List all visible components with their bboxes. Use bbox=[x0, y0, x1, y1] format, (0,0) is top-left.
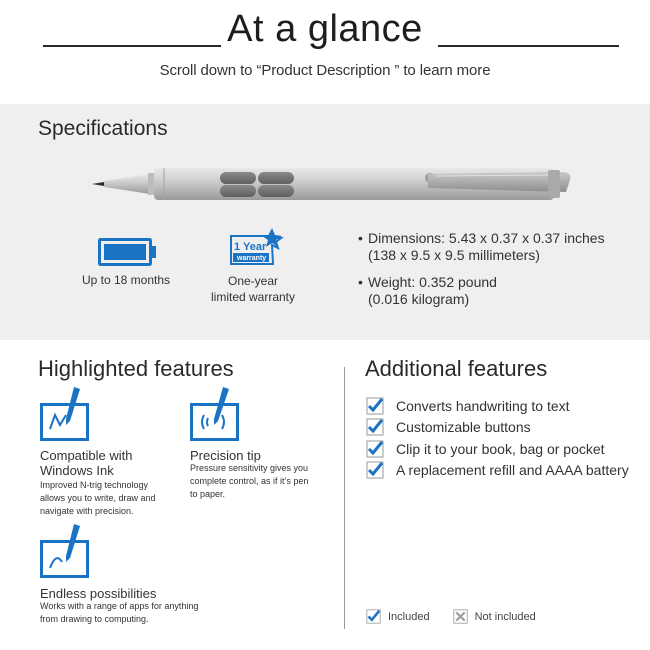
cross-icon bbox=[453, 609, 468, 624]
feature-desc-line: Improved N-trig technology bbox=[40, 480, 149, 490]
feature-title bbox=[190, 448, 261, 463]
feature-title bbox=[40, 586, 156, 601]
feature-title-line: Compatible with bbox=[40, 448, 133, 463]
feature-title-line: Endless possibilities bbox=[40, 586, 157, 601]
feature-title-line: Windows Ink bbox=[40, 463, 114, 478]
warranty-label-line: One-year bbox=[227, 274, 279, 288]
drawing-tablet-icon bbox=[40, 522, 92, 580]
precision-tip-icon bbox=[190, 385, 242, 443]
tablet-pen-ink-icon bbox=[40, 385, 92, 443]
list-item bbox=[366, 460, 629, 482]
warranty-badge-years: 1 Year bbox=[234, 241, 267, 253]
feature-description bbox=[40, 479, 156, 518]
specifications-section bbox=[0, 104, 650, 340]
feature-desc-line: navigate with precision. bbox=[40, 506, 134, 516]
check-icon bbox=[366, 397, 384, 415]
battery-life-label: Up to 18 months bbox=[81, 273, 171, 287]
battery-icon bbox=[98, 238, 158, 266]
feature-description bbox=[40, 600, 198, 626]
feature-desc-line: to paper. bbox=[190, 489, 226, 499]
list-item-text: Customizable buttons bbox=[396, 419, 531, 436]
check-icon bbox=[366, 609, 381, 624]
spec-list bbox=[358, 230, 638, 318]
list-item bbox=[366, 417, 629, 439]
feature-desc-line: from drawing to computing. bbox=[40, 614, 149, 624]
feature-title bbox=[40, 448, 133, 478]
list-item bbox=[366, 438, 629, 460]
spec-item-text: Dimensions: 5.43 x 0.37 x 0.37 inches bbox=[368, 230, 605, 246]
stylus-pen-image bbox=[92, 162, 576, 206]
section-divider bbox=[344, 367, 345, 629]
additional-features-list bbox=[366, 395, 629, 481]
feature-desc-line: complete control, as if it’s pen bbox=[190, 476, 309, 486]
feature-title-line: Precision tip bbox=[190, 448, 261, 463]
check-icon bbox=[366, 440, 384, 458]
list-item bbox=[366, 395, 629, 417]
feature-description bbox=[190, 462, 308, 501]
spec-item-dimensions bbox=[358, 230, 638, 264]
feature-desc-line: allows you to write, draw and bbox=[40, 493, 156, 503]
list-item-text: Converts handwriting to text bbox=[396, 397, 570, 414]
page-title: At a glance bbox=[227, 8, 423, 50]
warranty-badge-icon bbox=[229, 228, 285, 268]
legend-included-label: Included bbox=[388, 610, 430, 623]
warranty-label bbox=[198, 273, 308, 305]
page-subtitle: Scroll down to “Product Description ” to learn more bbox=[159, 62, 491, 79]
title-rule-right bbox=[438, 45, 619, 47]
list-item-text: A replacement refill and AAAA battery bbox=[396, 462, 629, 479]
highlighted-features-title: Highlighted features bbox=[38, 356, 234, 381]
warranty-badge-text: warranty bbox=[237, 255, 267, 262]
additional-features-title: Additional features bbox=[365, 356, 548, 381]
feature-desc-line: Works with a range of apps for anything bbox=[40, 601, 199, 611]
specifications-title: Specifications bbox=[38, 117, 168, 140]
warranty-label-line: limited warranty bbox=[210, 290, 296, 304]
feature-desc-line: Pressure sensitivity gives you bbox=[190, 463, 309, 473]
check-icon bbox=[366, 461, 384, 479]
spec-item-subtext: (138 x 9.5 x 9.5 millimeters) bbox=[368, 247, 540, 263]
legend bbox=[366, 609, 536, 624]
header bbox=[0, 0, 650, 104]
check-icon bbox=[366, 418, 384, 436]
legend-not-included-label: Not included bbox=[474, 610, 536, 623]
spec-item-subtext: (0.016 kilogram) bbox=[368, 291, 470, 307]
spec-item-weight bbox=[358, 274, 638, 308]
spec-item-text: Weight: 0.352 pound bbox=[368, 274, 497, 290]
list-item-text: Clip it to your book, bag or pocket bbox=[396, 440, 605, 457]
